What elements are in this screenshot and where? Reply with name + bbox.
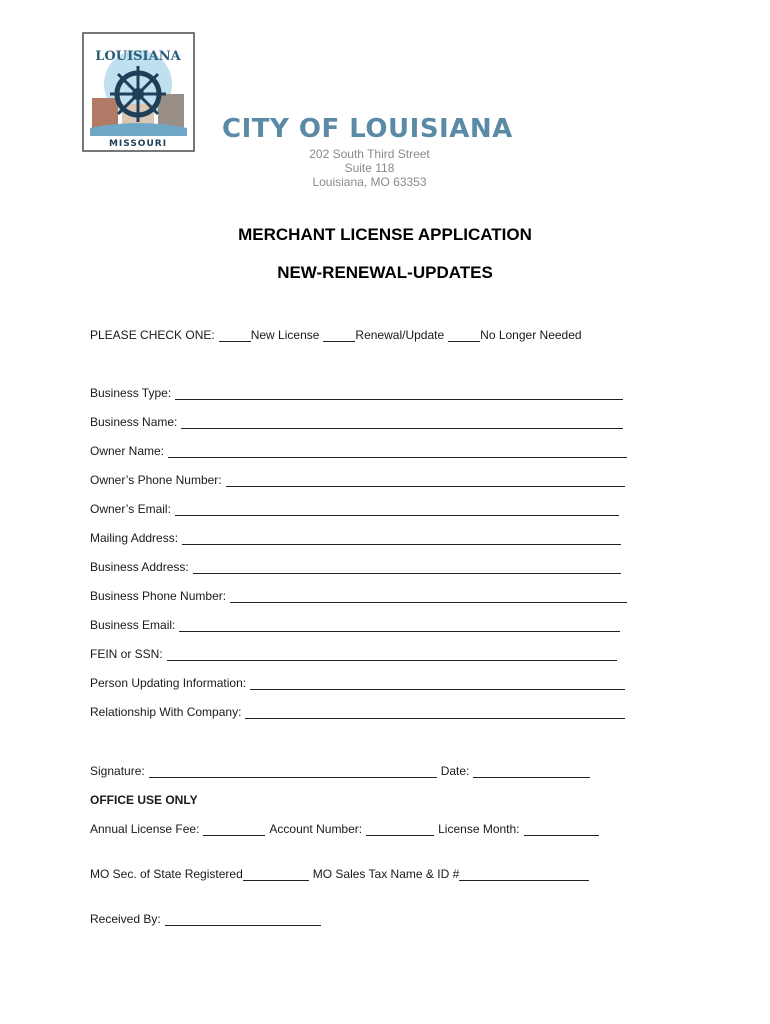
mo-sec-state-label: MO Sec. of State Registered [90,867,243,881]
signature-field[interactable] [149,765,437,778]
address-line-1: 202 South Third Street [309,147,430,161]
account-number-label: Account Number: [269,822,363,836]
city-name: CITY OF LOUISIANA [222,114,513,144]
business-email-row [90,616,620,632]
office-mo-row [90,865,589,881]
person-updating-row [90,674,625,690]
logo-text-top: LOUISIANA [95,49,181,64]
renewal-update-label: Renewal/Update [355,328,445,342]
mo-sales-tax-field[interactable] [459,868,589,881]
license-month-field[interactable] [524,823,599,836]
fein-ssn-field[interactable] [167,648,617,661]
check-one-label: PLEASE CHECK ONE: [90,328,215,342]
field-label: Mailing Address: [90,531,179,545]
mo-sec-state-field[interactable] [243,868,309,881]
received-by-field[interactable] [165,913,321,926]
field-label: Owner’s Phone Number: [90,473,222,487]
owner-name-field[interactable] [168,445,627,458]
form-subtitle: NEW-RENEWAL-UPDATES [277,263,493,282]
address-line-3: Louisiana, MO 63353 [312,175,427,189]
field-label: Owner Name: [90,444,165,458]
owner-phone-row [90,471,625,487]
fein-ssn-row [90,645,617,661]
received-by-row [90,910,321,926]
mailing-address-field[interactable] [182,532,621,545]
office-use-heading: OFFICE USE ONLY [90,793,198,807]
date-label: Date: [440,764,470,778]
field-label: Relationship With Company: [90,705,242,719]
field-label: Business Email: [90,618,176,632]
owner-phone-field[interactable] [226,474,625,487]
signature-label: Signature: [90,764,145,778]
field-label: Business Address: [90,560,189,574]
renewal-update-checkbox[interactable] [323,329,355,342]
relationship-row [90,703,625,719]
check-one-row [90,326,582,342]
account-number-field[interactable] [366,823,434,836]
received-by-label: Received By: [90,912,161,926]
relationship-field[interactable] [245,706,625,719]
city-logo [82,32,195,152]
form-title: MERCHANT LICENSE APPLICATION [238,225,532,244]
signature-row [90,762,590,778]
annual-fee-label: Annual License Fee: [90,822,200,836]
field-label: Business Phone Number: [90,589,227,603]
no-longer-needed-checkbox[interactable] [448,329,480,342]
mailing-address-row [90,529,621,545]
field-label: Person Updating Information: [90,676,247,690]
business-name-row [90,413,623,429]
annual-fee-field[interactable] [203,823,265,836]
logo-text-bottom: MISSOURI [108,139,168,149]
field-label: Business Type: [90,386,172,400]
new-license-checkbox[interactable] [219,329,251,342]
license-month-label: License Month: [438,822,520,836]
date-field[interactable] [473,765,590,778]
field-label: FEIN or SSN: [90,647,163,661]
field-label: Owner’s Email: [90,502,171,516]
owner-name-row [90,442,627,458]
mo-sales-tax-label: MO Sales Tax Name & ID # [312,867,460,881]
address-line-2: Suite 118 [344,161,395,175]
owner-email-row [90,500,619,516]
office-fee-row [90,820,599,836]
business-address-row [90,558,621,574]
business-type-field[interactable] [175,387,623,400]
field-label: Business Name: [90,415,178,429]
business-phone-row [90,587,627,603]
business-type-row [90,384,623,400]
business-email-field[interactable] [179,619,620,632]
no-longer-needed-label: No Longer Needed [480,328,582,342]
business-name-field[interactable] [181,416,623,429]
person-updating-field[interactable] [250,677,625,690]
new-license-label: New License [250,328,320,342]
owner-email-field[interactable] [175,503,619,516]
business-phone-field[interactable] [230,590,627,603]
business-address-field[interactable] [193,561,621,574]
